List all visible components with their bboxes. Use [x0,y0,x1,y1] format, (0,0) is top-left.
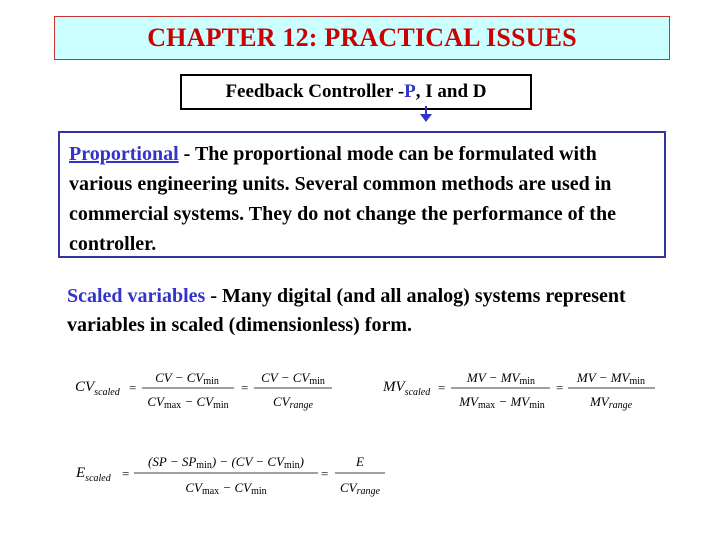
cv-num1: CV − CVmin [155,370,219,387]
mv-den2: MVrange [589,394,633,411]
e-scaled-equation [75,454,385,497]
cv-equals-2: = [241,380,249,395]
mv-num2: MV − MVmin [576,370,646,387]
e-num: (SP − SPmin) − (CV − CVmin) [148,454,304,471]
cv-lhs: $CV_{scaled}$ [75,379,120,398]
scaled-variables-term: Scaled variables [67,285,206,307]
cv-scaled-equation [75,370,332,411]
mv-den1: MVmax − MVmin [459,394,545,411]
cv-den2: CVrange [273,394,313,411]
topic-highlight: P [404,81,416,102]
mv-equals-1: = [438,380,446,395]
e-lhs: $E_{scaled}$ [76,465,111,484]
topic-suffix: , I and D [415,81,487,102]
proportional-text: - The proportional mode can be formulated with various engineering units. Several common methods are used in commercial systems. They do not change the performance of the controller. [69,143,616,255]
cv-num2: CV − CVmin [261,370,325,387]
mv-scaled-equation [382,370,655,411]
mv-num1: MV − MVmin [466,370,536,387]
mv-equals-2: = [556,380,564,395]
cv-den1: CVmax − CVmin [147,394,229,411]
cv-equals-1: = [129,380,137,395]
proportional-term: Proportional [69,143,179,165]
mv-lhs: $MV_{scaled}$ [383,379,431,398]
e-equals-2: = [321,466,329,481]
page-title: CHAPTER 12: PRACTICAL ISSUES [147,23,577,52]
e-den: CVmax − CVmin [185,480,267,497]
e-den2: CVrange [340,480,380,497]
scaled-variables-text: - Many digital (and all analog) systems represent variables in scaled (dimensionless) form. [67,285,626,336]
topic-prefix: Feedback Controller - [225,81,405,102]
e-equals-1: = [122,466,130,481]
e-num2: E [356,454,364,469]
